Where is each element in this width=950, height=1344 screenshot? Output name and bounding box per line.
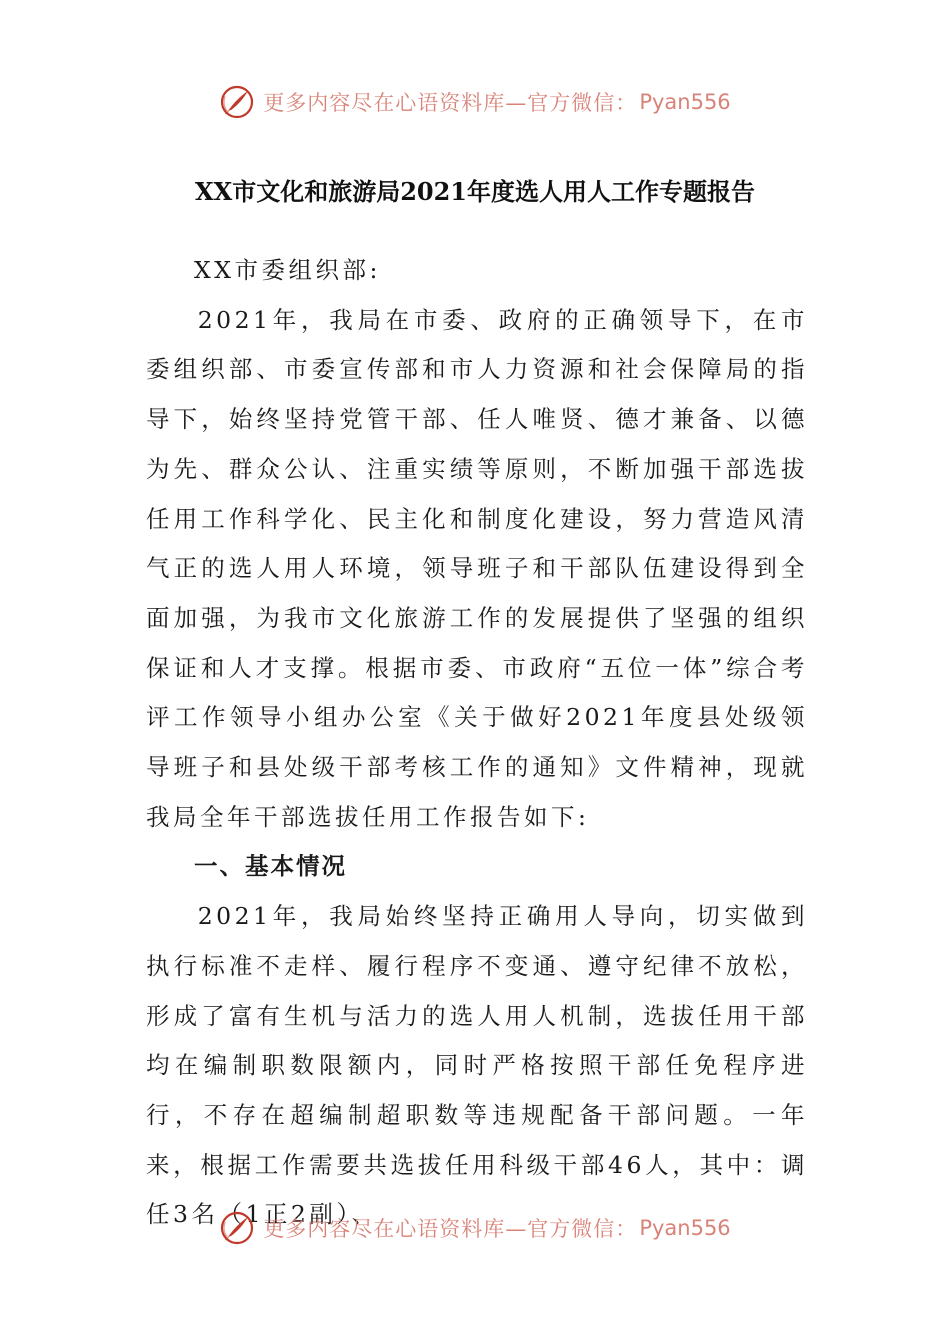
paragraph: 2021年，我局始终坚持正确用人导向，切实做到执行标准不走样、履行程序不变通、遵守纪律不放松，形成了富有生机与活力的选人用人机制，选拔任用干部均在编制职数限额内，同时严格按照干部任免程序进行，不存在超编制超职数等违规配备干部问题。一年来，根据工作需要共选拔任用科级干部46人，其中：调任3名（1正2副）、 <box>146 902 808 1229</box>
watermark-text: 更多内容尽在心语资料库—官方微信： <box>263 1217 638 1241</box>
watermark-text: 更多内容尽在心语资料库—官方微信： <box>263 91 638 115</box>
document-body <box>146 246 808 1240</box>
header-watermark <box>0 80 950 124</box>
quill-logo-icon <box>219 1210 255 1246</box>
quill-logo-icon <box>219 84 255 120</box>
paragraph: 2021年，我局在市委、政府的正确领导下，在市委组织部、市委宣传部和市人力资源和社会保障局的指导下，始终坚持党管干部、任人唯贤、德才兼备、以德为先、群众公认、注重实绩等原则，不断加强干部选拔任用工作科学化、民主化和制度化建设，努力营造风清气正的选人用人环境，领导班子和干部队伍建设得到全面加强，为我市文化旅游工作的发展提供了坚强的组织保证和人才支撑。根据市委、市政府“五位一体”综合考评工作领导小组办公室《关于做好2021年度县处级领导班子和县处级干部考核工作的通知》文件精神，现就我局全年干部选拔任用工作报告如下: <box>146 305 808 831</box>
watermark-wechat-id: Pyan556 <box>639 90 731 114</box>
section-heading: 一、基本情况 <box>194 852 347 881</box>
footer-watermark <box>0 1206 950 1250</box>
salutation: XX市委组织部: <box>194 256 381 284</box>
watermark-wechat-id: Pyan556 <box>639 1216 731 1240</box>
document-title: XX市文化和旅游局2021年度选人用人工作专题报告 <box>194 177 756 206</box>
